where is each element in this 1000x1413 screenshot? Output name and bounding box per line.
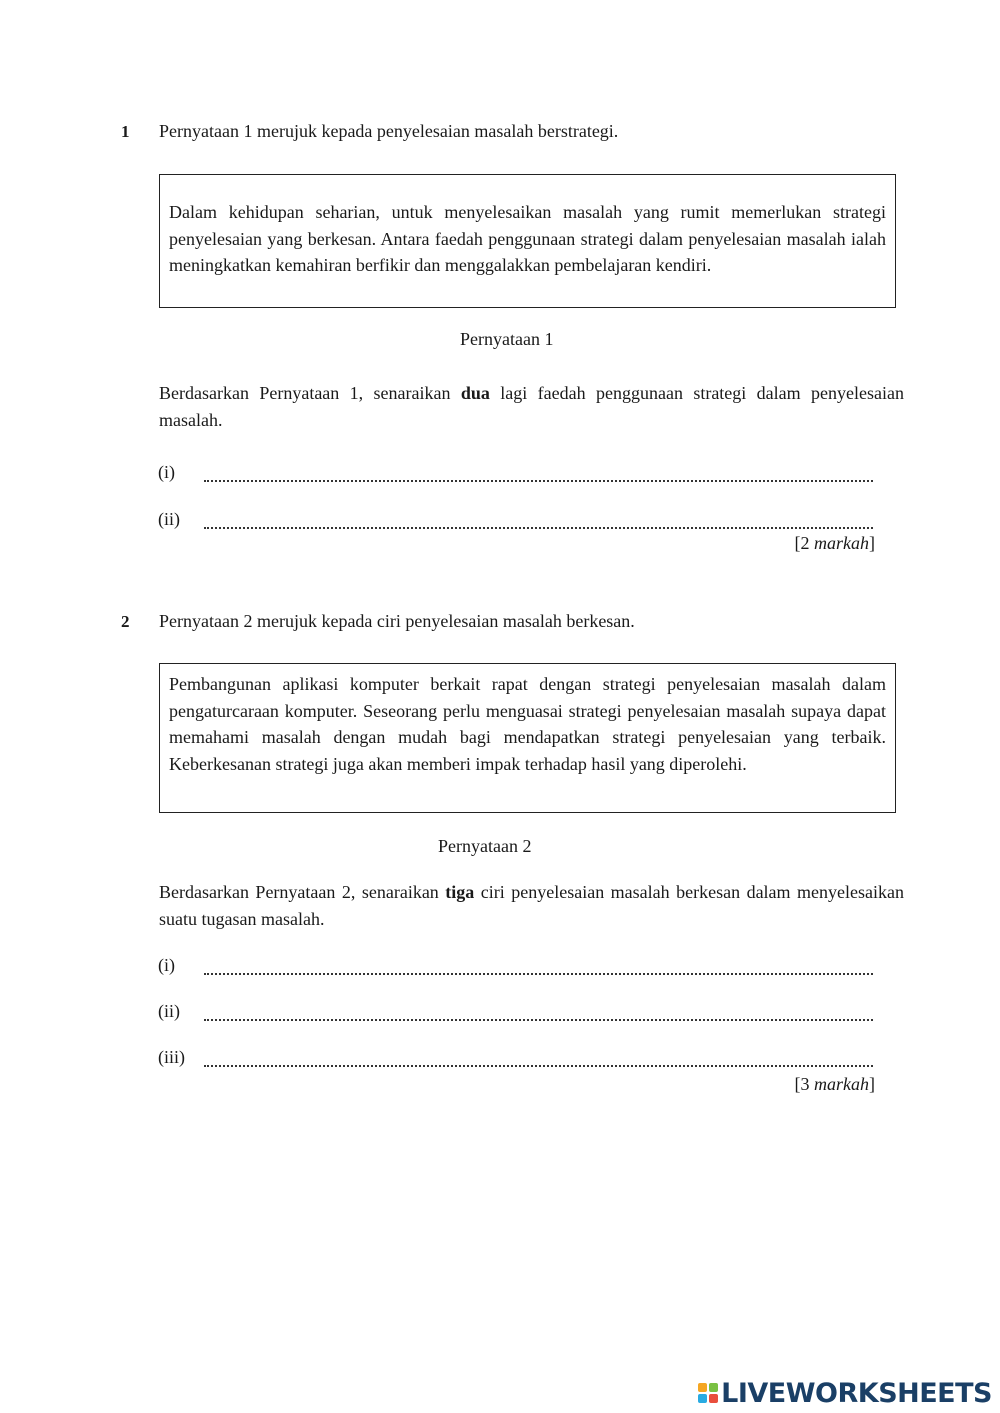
statement-2-box bbox=[159, 663, 896, 813]
liveworksheets-logo-icon bbox=[698, 1383, 718, 1403]
answer-line-q2-ii[interactable] bbox=[204, 1009, 873, 1021]
prompt-emphasis: dua bbox=[460, 383, 490, 403]
liveworksheets-logo-text: LIVEWORKSHEETS bbox=[721, 1377, 992, 1409]
question-2-marks bbox=[795, 1074, 876, 1095]
prompt-text: ciri penyelesaian masalah berkesan dalam menyelesaikan suatu tugasan masalah. bbox=[159, 882, 904, 929]
marks-suffix: ] bbox=[869, 533, 875, 553]
marks-suffix: ] bbox=[869, 1074, 875, 1094]
marks-prefix: [2 bbox=[794, 533, 814, 553]
marks-prefix: [3 bbox=[794, 1074, 814, 1094]
marks-word: markah bbox=[814, 533, 869, 553]
prompt-text: Berdasarkan Pernyataan 2, senaraikan bbox=[159, 882, 446, 902]
question-2-intro: Pernyataan 2 merujuk kepada ciri penyelesaian masalah berkesan. bbox=[159, 611, 635, 631]
question-1-number: 1 bbox=[121, 122, 130, 141]
prompt-text: lagi faedah penggunaan strategi dalam penyelesaian masalah. bbox=[159, 383, 904, 430]
question-2-prompt bbox=[159, 879, 904, 933]
statement-2-caption: Pernyataan 2 bbox=[438, 836, 532, 856]
question-2-number: 2 bbox=[121, 612, 130, 631]
answer-label: (i) bbox=[158, 955, 175, 975]
answer-label: (iii) bbox=[158, 1047, 185, 1067]
statement-1-caption: Pernyataan 1 bbox=[460, 329, 554, 349]
statement-1-text: Dalam kehidupan seharian, untuk menyelesaikan masalah yang rumit memerlukan strategi penyelesaian yang berkesan. Antara faedah penggunaan strategi dalam penyelesaian masalah ialah meningkatkan kemahiran berfikir dan menggalakkan pembelajaran kendiri. bbox=[169, 202, 886, 275]
statement-1-box bbox=[159, 174, 896, 308]
marks-word: markah bbox=[814, 1074, 869, 1094]
answer-line-q1-i[interactable] bbox=[204, 470, 873, 482]
question-1-prompt bbox=[159, 380, 904, 434]
answer-line-q2-iii[interactable] bbox=[204, 1055, 873, 1067]
liveworksheets-logo[interactable] bbox=[698, 1376, 992, 1410]
prompt-text: Berdasarkan Pernyataan 1, senaraikan bbox=[159, 383, 461, 403]
statement-2-text: Pembangunan aplikasi komputer berkait rapat dengan strategi penyelesaian masalah dalam pengaturcaraan komputer. Seseorang perlu menguasai strategi penyelesaian masalah supaya dapat memahami masalah dengan mudah bagi mendapatkan strategi penyelesaian yang terbaik. Keberkesanan strategi juga akan memberi impak terhadap hasil yang diperolehi. bbox=[169, 674, 886, 774]
answer-label: (ii) bbox=[158, 1001, 180, 1021]
answer-line-q2-i[interactable] bbox=[204, 963, 873, 975]
answer-label: (i) bbox=[158, 462, 175, 482]
prompt-emphasis: tiga bbox=[445, 882, 475, 902]
question-1-intro: Pernyataan 1 merujuk kepada penyelesaian masalah berstrategi. bbox=[159, 121, 619, 141]
answer-line-q1-ii[interactable] bbox=[204, 517, 873, 529]
answer-label: (ii) bbox=[158, 509, 180, 529]
question-1-marks bbox=[795, 533, 876, 554]
